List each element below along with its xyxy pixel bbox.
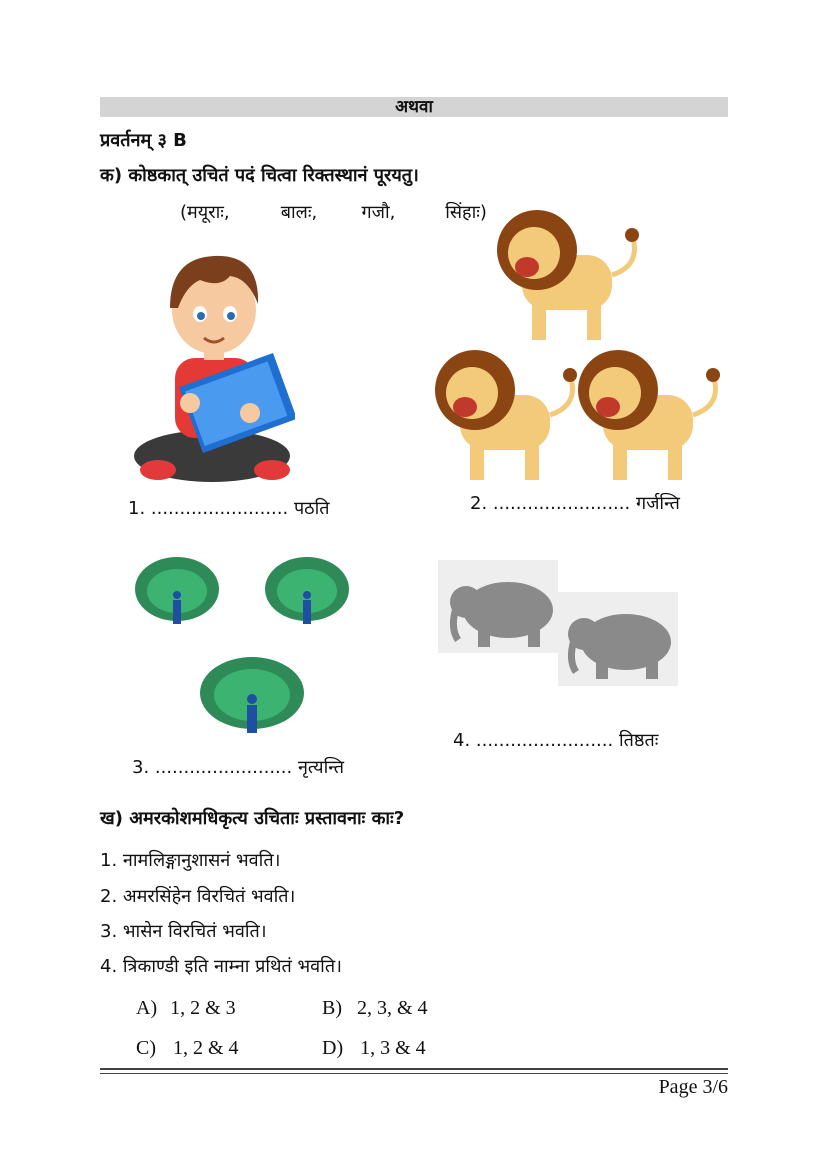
statement-4: 4. त्रिकाण्डी इति नाम्ना प्रथितं भवति। [100, 956, 342, 977]
lions-image [430, 205, 725, 490]
option-d [322, 1037, 426, 1060]
section-title: प्रवर्तनम् ३ B [100, 130, 187, 151]
option-key: C) [136, 1037, 156, 1059]
word-bank-item: गजौ, [361, 202, 396, 223]
option-value: 1, 2 & 3 [170, 997, 236, 1019]
part-a-instruction: क) कोष्ठकात् उचितं पदं चित्वा रिक्तस्थानं पूरयतु। [100, 165, 419, 186]
part-b-question: ख) अमरकोशमधिकृत्य उचिताः प्रस्तावनाः काः? [100, 808, 405, 829]
boy-reading-image [130, 238, 295, 490]
option-c [136, 1037, 239, 1060]
blank-item-2: 2. ........................ गर्जन्ति [470, 493, 680, 514]
option-b [322, 997, 428, 1020]
option-key: D) [322, 1037, 344, 1059]
word-bank-item: (मयूराः, [180, 202, 230, 223]
statement-3: 3. भासेन विरचितं भवति। [100, 921, 267, 942]
blank-item-1: 1. ........................ पठति [128, 498, 330, 519]
statement-2: 2. अमरसिंहेन विरचितं भवति। [100, 886, 296, 907]
or-banner: अथवा [100, 97, 728, 117]
blank-item-4: 4. ........................ तिष्ठतः [453, 730, 659, 751]
elephants-image [438, 560, 683, 688]
option-value: 1, 2 & 4 [173, 1037, 239, 1059]
peacocks-image [135, 555, 375, 740]
option-key: A) [136, 997, 158, 1019]
word-bank-item: बालः, [280, 202, 318, 223]
footer-rule-thin [100, 1073, 728, 1074]
blank-item-3: 3. ........................ नृत्यन्ति [132, 757, 345, 778]
page-number: Page 3/6 [658, 1076, 728, 1098]
option-a [136, 997, 236, 1020]
option-value: 2, 3, & 4 [357, 997, 428, 1019]
option-key: B) [322, 997, 342, 1019]
statement-1: 1. नामलिङ्गानुशासनं भवति। [100, 850, 281, 871]
footer-rule [100, 1068, 728, 1070]
option-value: 1, 3 & 4 [360, 1037, 426, 1059]
word-bank-item: सिंहाः) [445, 202, 487, 223]
